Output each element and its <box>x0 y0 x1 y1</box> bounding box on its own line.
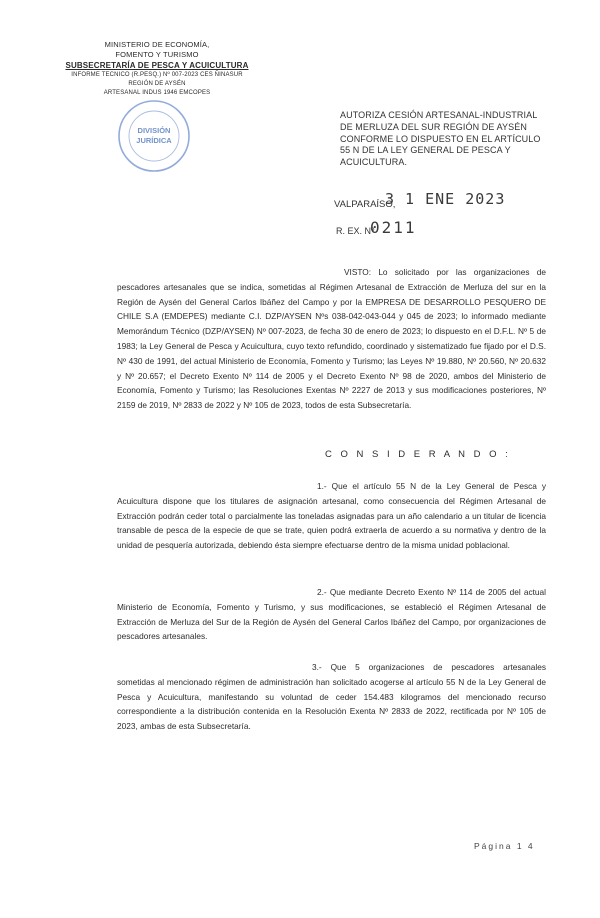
resolution-number: 0211 <box>370 218 417 237</box>
resolution-label: R. EX. Nº <box>336 226 375 236</box>
svg-text:DIVISIÓN: DIVISIÓN <box>137 126 171 135</box>
place-label: VALPARAÍSO, <box>334 199 396 210</box>
considerando-3-number: 3.- <box>312 662 322 672</box>
considerando-2-text: Que mediante Decreto Exento Nº 114 de 2005 del actual Ministerio de Economía, Fomento y Turismo, y sus modificaciones, se estableció el Régimen Artesanal de Extracción de Merluza del Sur de la Región de Aysén del General Carlos Ibáñez del Campo, por organizaciones de pescadores artesanales. <box>117 587 546 642</box>
handwritten-date: 3 1 ENE 2023 <box>385 190 506 208</box>
considerando-1-text: Que el artículo 55 N de la Ley General de Pesca y Acuicultura dispone que los titulares de asignación artesanal, como consecuencia del Régimen Artesanal de Extracción podrán ceder total o parcialmente las toneladas asignadas para un año calendario a un titular de licencia transable de pesca de la especie de que se trate, quien podrá extraerla de acuerdo a su normativa y dentro de la unidad de pesquería autorizada, debiendo ésta siempre efectuarse dentro de la misma unidad poblacional. <box>117 481 546 551</box>
reference-line-1: INFORME TECNICO (R.PESQ.) Nº 007-2023 CES ÑINASUR <box>71 72 243 79</box>
considerando-3-text: Que 5 organizaciones de pescadores artesanales sometidas al mencionado régimen de administración han solicitado acogerse al artículo 55 N de la Ley General de Pesca y Acuicultura, manifestando su voluntad de ceder 154.483 kilogramos del mencionado recurso correspondiente a la distribución contenida en la Resolución Exenta Nº 2833 de 2022, rectificada por Nº 105 de 2023, ambas de esta Subsecretaría. <box>117 662 546 732</box>
considerando-heading: C O N S I D E R A N D O : <box>325 449 511 460</box>
document-title: AUTORIZA CESIÓN ARTESANAL-INDUSTRIAL DE MERLUZA DEL SUR REGIÓN DE AYSÉN CONFORME LO DISPUESTO EN EL ARTÍCULO 55 N DE LA LEY GENERAL DE PESCA Y ACUICULTURA. <box>340 110 541 168</box>
svg-text:JURÍDICA: JURÍDICA <box>136 136 172 145</box>
considerando-paragraph-2 <box>117 585 546 644</box>
reference-line-2: REGIÓN DE AYSÉN <box>128 81 186 88</box>
visto-text: Lo solicitado por las organizaciones de pescadores artesanales que se indica, sometidas al Régimen Artesanal de Extracción de Merluza del sur en la Región de Aysén del General Carlos Ibáñez del Campo y por la EMPRESA DE DESARROLLO PESQUERO DE CHILE S.A (EMDEPES) mediante C.I. DZP/AYSEN Nºs 038-042-043-044 y 045 de 2023; lo informado mediante Memorándum Técnico (DZP/AYSEN) Nº 007-2023, de fecha 30 de enero de 2023; lo dispuesto en el D.F.L. Nº 5 de 1983; la Ley General de Pesca y Acuicultura, cuyo texto refundido, coordinado y sistematizado fue fijado por el D.S. Nº 430 de 1991, del actual Ministerio de Economía, Fomento y Turismo; las Leyes Nº 19.880, Nº 20.560, Nº 20.632 y Nº 20.657; el Decreto Exento Nº 114 de 2005 y el Decreto Exento Nº 98 de 2020, ambos del Ministerio de Economía, Fomento y Turismo; las Resoluciones Exentas Nº 2227 de 2013 y sus modificaciones posteriores, Nº 2159 de 2019, Nº 2833 de 2022 y Nº 105 de 2023, todos de esta Subsecretaría. <box>117 267 546 411</box>
considerando-1-number: 1.- <box>317 481 327 491</box>
ministry-line-2: FOMENTO Y TURISMO <box>115 50 199 60</box>
considerando-paragraph-1 <box>117 479 546 553</box>
division-juridica-stamp <box>116 98 192 174</box>
page-number: Página 1 4 <box>474 841 535 851</box>
reference-line-3: ARTESANAL INDUS 1946 EMCOPES <box>103 90 211 97</box>
visto-label: VISTO: <box>344 267 372 277</box>
subsecretaria-line: SUBSECRETARÍA DE PESCA Y ACUICULTURA <box>65 60 249 70</box>
considerando-2-number: 2.- <box>317 587 327 597</box>
issuer-header <box>62 40 252 98</box>
visto-paragraph <box>117 265 546 413</box>
ministry-line-1: MINISTERIO DE ECONOMÍA, <box>104 40 210 49</box>
considerando-paragraph-3 <box>117 660 546 734</box>
